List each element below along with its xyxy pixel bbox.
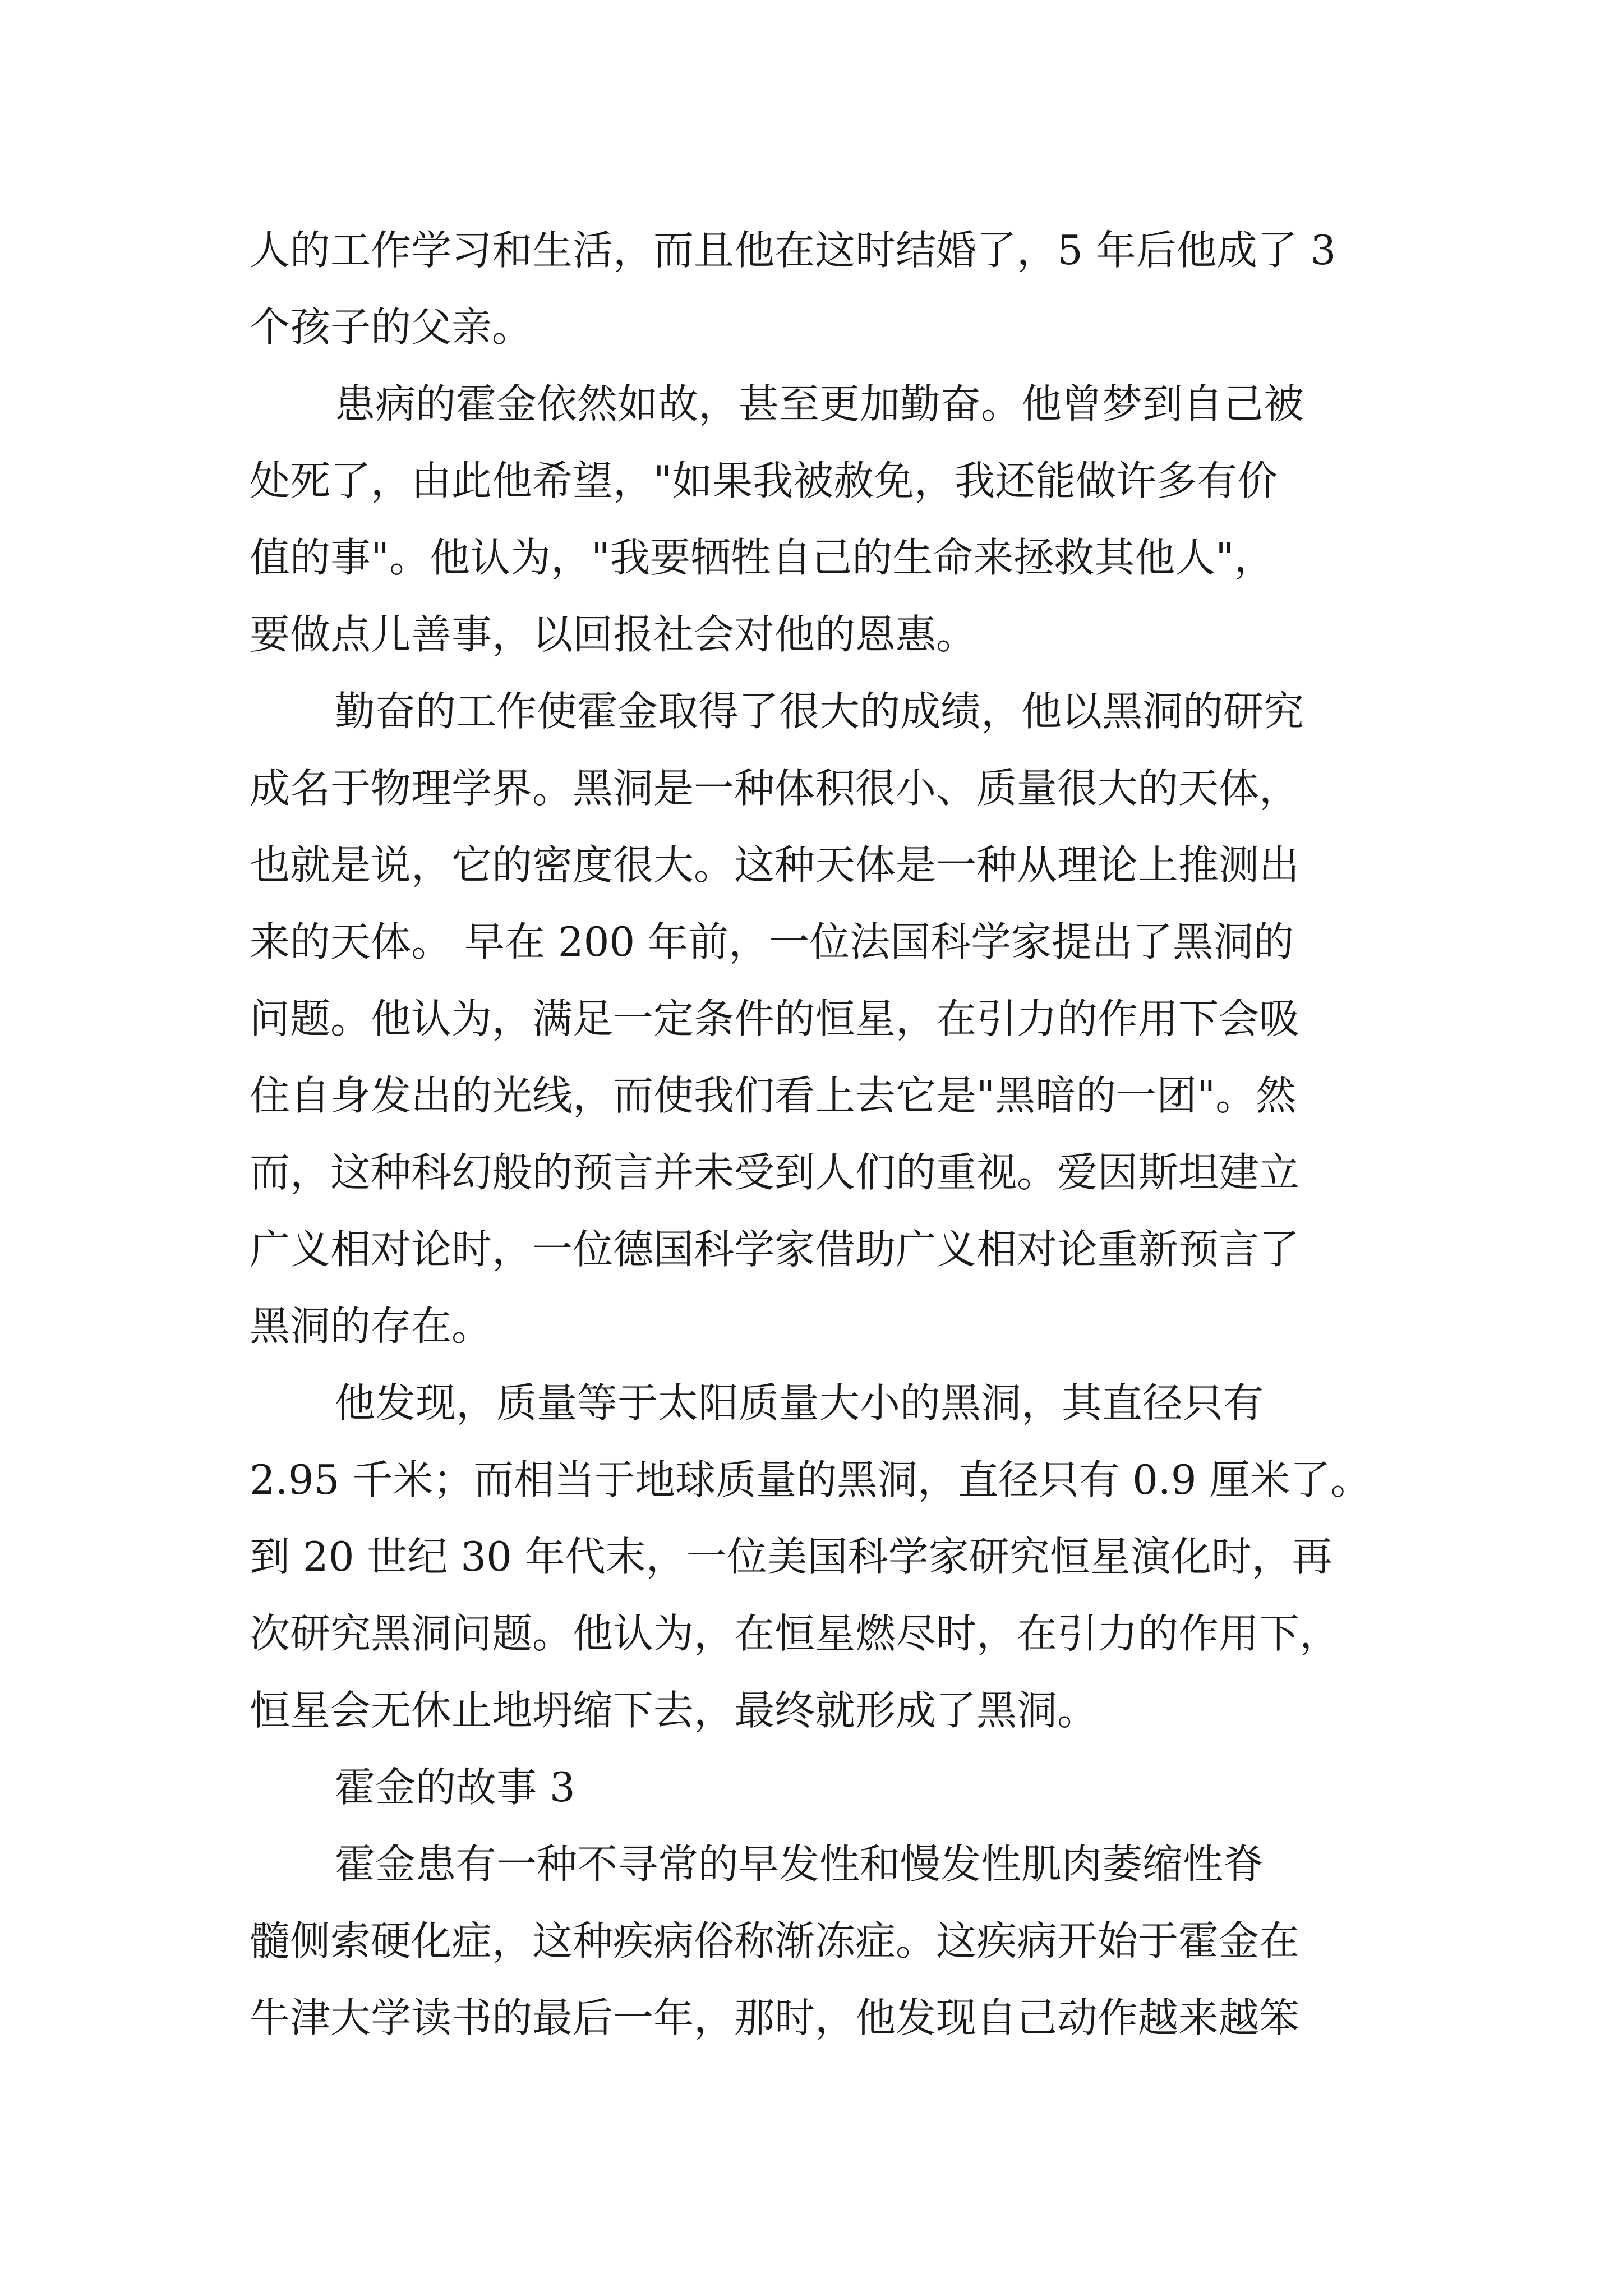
- text-line: 到 20 世纪 30 年代末，一位美国科学家研究恒星演化时，再: [250, 1533, 1332, 1580]
- paragraph: [250, 1365, 1388, 1749]
- text-line: 患病的霍金依然如故，甚至更加勤奋。他曾梦到自己被: [335, 380, 1304, 427]
- text-line: 广义相对论时，一位德国科学家借助广义相对论重新预言了: [250, 1226, 1300, 1273]
- text-line: 黑洞的存在。: [250, 1303, 492, 1350]
- text-line: 要做点儿善事，以回报社会对他的恩惠。: [250, 611, 977, 658]
- text-line: 人的工作学习和生活，而且他在这时结婚了，5 年后他成了 3: [250, 227, 1336, 274]
- text-line: 来的天体。 早在 200 年前，一位法国科学家提出了黑洞的: [250, 918, 1294, 965]
- document-body: [250, 212, 1388, 2056]
- text-line: 成名于物理学界。黑洞是一种体积很小、质量很大的天体，: [250, 765, 1300, 812]
- paragraph: [250, 673, 1388, 1365]
- text-line: 恒星会无休止地坍缩下去，最终就形成了黑洞。: [250, 1687, 1098, 1734]
- text-line: 勤奋的工作使霍金取得了很大的成绩，他以黑洞的研究: [335, 688, 1304, 735]
- text-line: 个孩子的父亲。: [250, 303, 533, 351]
- text-line: 住自身发出的光线，而使我们看上去它是"黑暗的一团"。然: [250, 1072, 1297, 1119]
- text-line: 他发现，质量等于太阳质量大小的黑洞，其直径只有: [335, 1379, 1264, 1427]
- text-line: 牛津大学读书的最后一年，那时，他发现自己动作越来越笨: [250, 1994, 1300, 2041]
- heading-text: 霍金的故事 3: [335, 1764, 575, 1811]
- text-line: 2.95 千米；而相当于地球质量的黑洞，直径只有 0.9 厘米了。: [250, 1456, 1371, 1503]
- paragraph: [250, 366, 1388, 673]
- text-line: 问题。他认为，满足一定条件的恒星，在引力的作用下会吸: [250, 995, 1300, 1042]
- text-line: 处死了，由此他希望，"如果我被赦免，我还能做许多有价: [250, 457, 1278, 504]
- paragraph: [250, 212, 1388, 366]
- text-line: 而，这种科幻般的预言并未受到人们的重视。爱因斯坦建立: [250, 1149, 1300, 1196]
- text-line: 也就是说，它的密度很大。这种天体是一种从理论上推测出: [250, 841, 1300, 889]
- text-line: 髓侧索硬化症，这种疾病俗称渐冻症。这疾病开始于霍金在: [250, 1917, 1300, 1964]
- text-line: 霍金患有一种不寻常的早发性和慢发性肌肉萎缩性脊: [335, 1841, 1264, 1888]
- paragraph: [250, 1826, 1388, 2056]
- section-heading: [250, 1749, 1388, 1826]
- text-line: 值的事"。他认为，"我要牺牲自己的生命来拯救其他人"，: [250, 534, 1275, 581]
- text-line: 次研究黑洞问题。他认为，在恒星燃尽时，在引力的作用下，: [250, 1610, 1340, 1657]
